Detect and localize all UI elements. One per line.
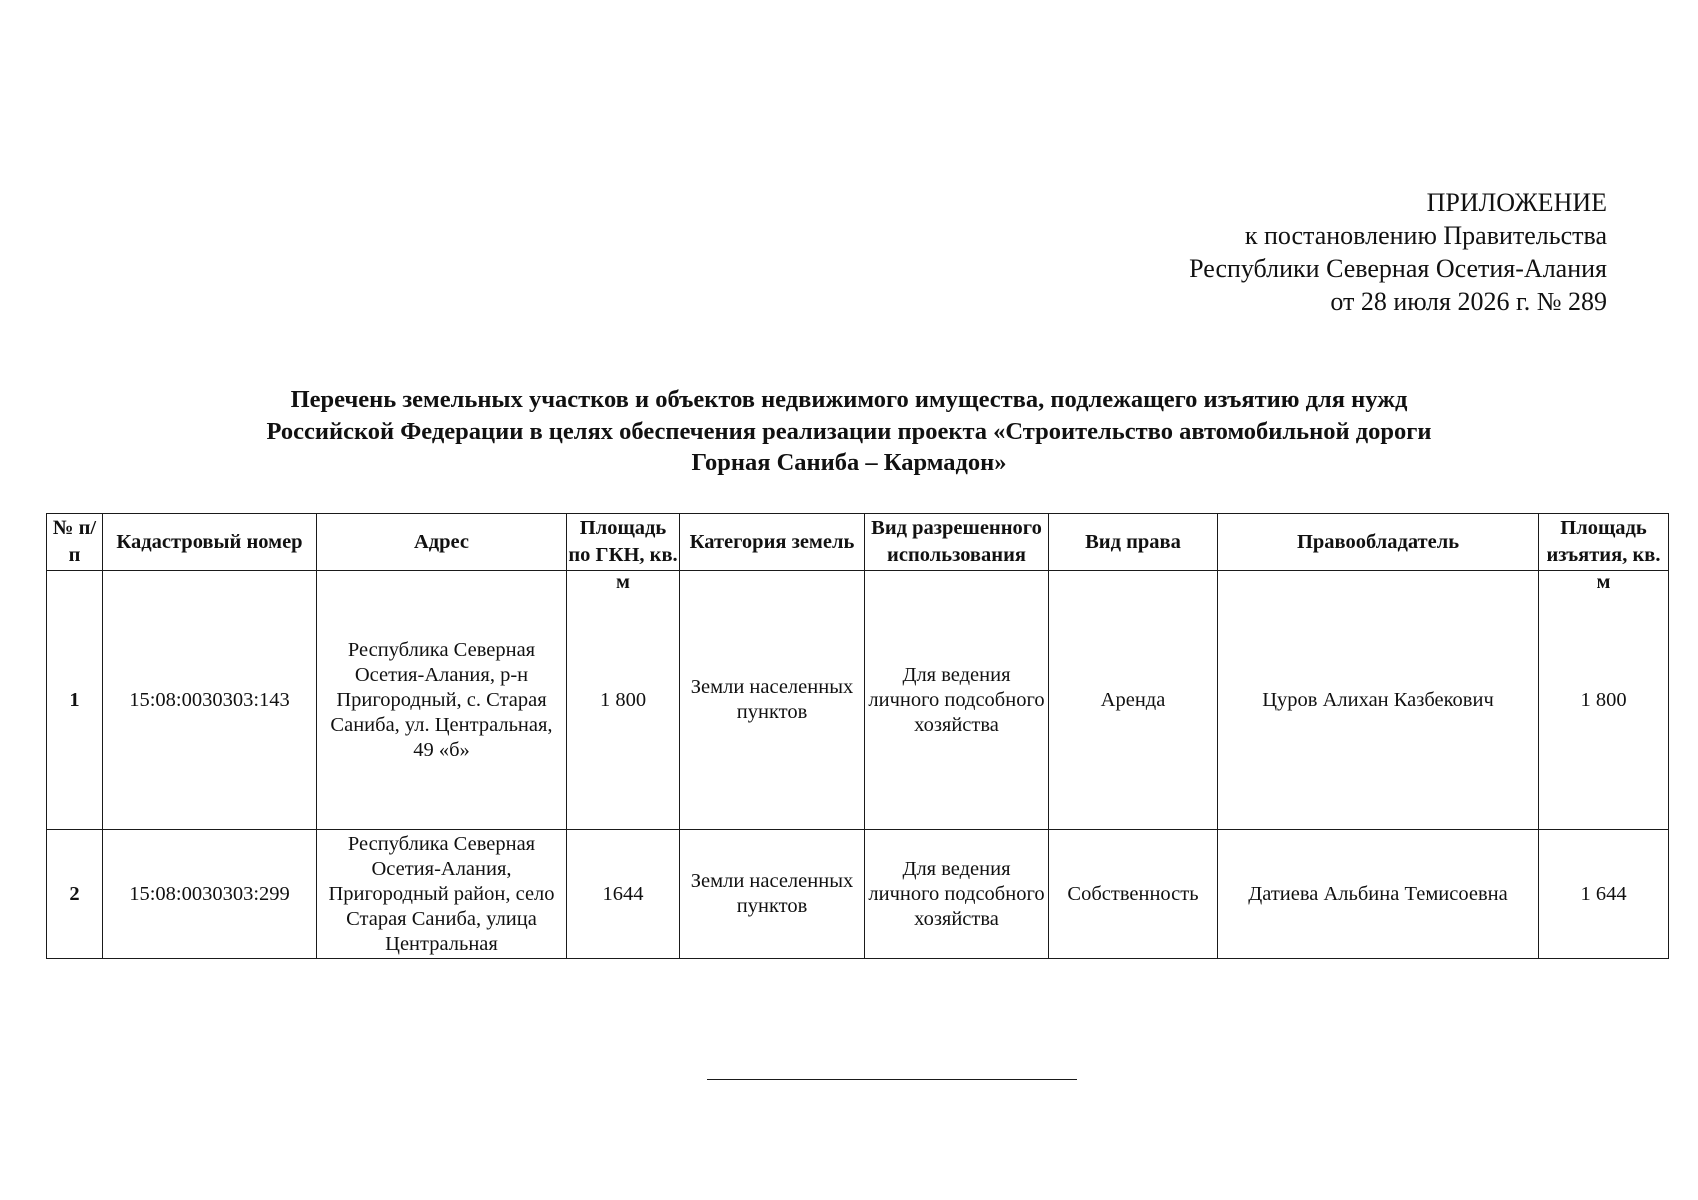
cell-num: 2 <box>47 830 103 959</box>
cell-right-type: Собственность <box>1049 830 1218 959</box>
table-row <box>47 830 1669 959</box>
table-header-row <box>47 514 1669 571</box>
appendix-line-2: Республики Северная Осетия-Алания <box>1189 254 1607 283</box>
cell-area-gkn: 1 800 <box>567 571 680 830</box>
cell-category: Земли населенных пунктов <box>680 830 865 959</box>
cell-owner: Датиева Альбина Темисоевна <box>1218 830 1539 959</box>
header-area-seized: Площадь изъятия, кв. м <box>1539 514 1669 571</box>
table-row <box>47 571 1669 830</box>
header-address: Адрес <box>317 514 567 571</box>
appendix-heading: ПРИЛОЖЕНИЕ <box>1426 188 1607 217</box>
document-title <box>100 384 1598 479</box>
cell-address: Республика Северная Осетия-Алания, р-н Пригородный, с. Старая Саниба, ул. Центральная, 49 «б» <box>317 571 567 830</box>
cell-category: Земли населенных пунктов <box>680 571 865 830</box>
header-category: Категория земель <box>680 514 865 571</box>
header-area-gkn: Площадь по ГКН, кв. м <box>567 514 680 571</box>
cell-permitted-use: Для ведения личного подсобного хозяйства <box>865 830 1049 959</box>
appendix-line-1: к постановлению Правительства <box>1244 221 1607 250</box>
title-line-3: Горная Саниба – Кармадон» <box>691 449 1007 476</box>
cell-cadastral: 15:08:0030303:143 <box>103 571 317 830</box>
signature-divider <box>707 1079 1077 1080</box>
header-num: № п/п <box>47 514 103 571</box>
title-line-1: Перечень земельных участков и объектов недвижимого имущества, подлежащего изъятию для нужд <box>290 386 1408 413</box>
appendix-line-3: от 28 июля 2026 г. № 289 <box>1330 287 1607 316</box>
cell-area-seized: 1 800 <box>1539 571 1669 830</box>
cell-owner: Цуров Алихан Казбекович <box>1218 571 1539 830</box>
cell-area-gkn: 1644 <box>567 830 680 959</box>
cell-cadastral: 15:08:0030303:299 <box>103 830 317 959</box>
property-registry-table <box>46 513 1669 959</box>
header-right-type: Вид права <box>1049 514 1218 571</box>
header-owner: Правообладатель <box>1218 514 1539 571</box>
header-cadastral: Кадастровый номер <box>103 514 317 571</box>
cell-num: 1 <box>47 571 103 830</box>
header-permitted-use: Вид разрешенного использования <box>865 514 1049 571</box>
appendix-block <box>1189 186 1607 318</box>
cell-right-type: Аренда <box>1049 571 1218 830</box>
cell-area-seized: 1 644 <box>1539 830 1669 959</box>
cell-permitted-use: Для ведения личного подсобного хозяйства <box>865 571 1049 830</box>
title-line-2: Российской Федерации в целях обеспечения реализации проекта «Строительство автомобильной дороги <box>266 417 1432 445</box>
cell-address: Республика Северная Осетия-Алания, Пригородный район, село Старая Саниба, улица Центральная <box>317 830 567 959</box>
